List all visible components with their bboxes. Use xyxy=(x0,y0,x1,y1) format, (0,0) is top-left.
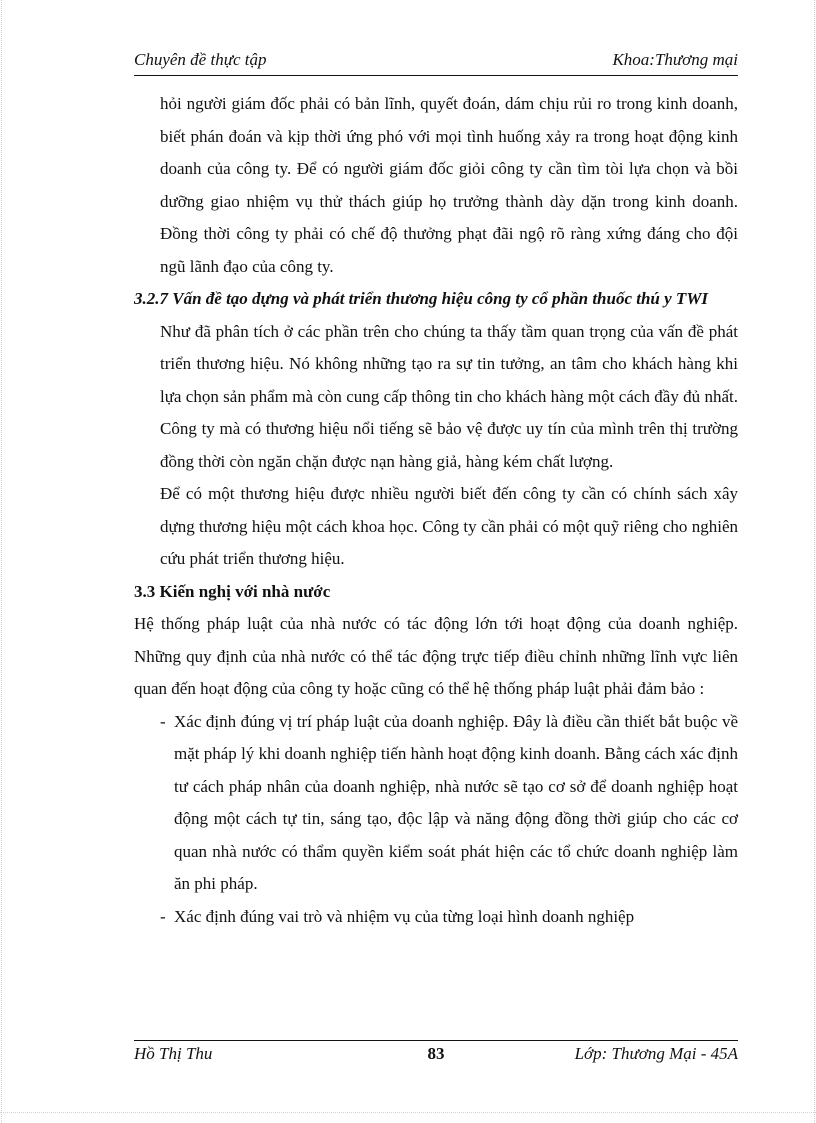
page-edge-left xyxy=(1,0,2,1123)
bullet-item xyxy=(134,706,738,901)
block-1 xyxy=(134,88,738,283)
paragraph: Để có một thương hiệu được nhiều người biết đến công ty cần có chính sách xây dựng thương hiệu một cách khoa học. Công ty cần phải có một quỹ riêng cho nghiên cứu phát triển thương hiệu. xyxy=(160,484,738,568)
bullet-item xyxy=(134,901,738,934)
section-heading-3-3: 3.3 Kiến nghị với nhà nước xyxy=(134,581,331,601)
bullet-dash: - xyxy=(160,711,166,731)
bullet-text: Xác định đúng vai trò và nhiệm vụ của từng loại hình doanh nghiệp xyxy=(174,906,635,926)
footer-rule xyxy=(134,1040,738,1041)
bullet-text: Xác định đúng vị trí pháp luật của doanh nghiệp. Đây là điều cần thiết bắt buộc về mặt pháp lý khi doanh nghiệp tiến hành hoạt động kinh doanh. Bằng cách xác định tư cách pháp nhân của doanh nghiệp, nhà nước sẽ tạo cơ sở để doanh nghiệp hoạt động một cách tự tin, sáng tạo, độc lập và năng động đồng thời giúp cho các cơ quan nhà nước có thẩm quyền kiểm soát phát hiện các tổ chức doanh nghiệp làm ăn phi pháp. xyxy=(174,711,738,893)
footer-author: Hồ Thị Thu xyxy=(134,1044,213,1063)
header-rule xyxy=(134,75,738,76)
header-right-text: Khoa:Thương mại xyxy=(612,50,738,69)
bullet-dash: - xyxy=(160,906,166,926)
page-footer xyxy=(134,1044,738,1068)
page-edge-bottom xyxy=(0,1112,816,1113)
paragraph: hỏi người giám đốc phải có bản lĩnh, quyết đoán, dám chịu rủi ro trong kinh doanh, biết phán đoán và kịp thời ứng phó với mọi tình huống xảy ra trong hoạt động kinh doanh của công ty. Để có người giám đốc giỏi công ty cần tìm tòi lựa chọn và bồi dưỡng giao nhiệm vụ thử thách giúp họ trưởng thành dày dặn trong kinh doanh. Đồng thời công ty phải có chế độ thưởng phạt đãi ngộ rõ ràng xứng đáng cho đội ngũ lãnh đạo của công ty. xyxy=(160,94,738,276)
page-body xyxy=(134,88,738,933)
footer-class: Lớp: Thương Mại - 45A xyxy=(574,1044,738,1063)
page-edge-right xyxy=(814,0,815,1123)
section-heading-3-2-7: 3.2.7 Vấn đề tạo dựng và phát triển thương hiệu công ty cổ phần thuốc thú y TWI xyxy=(134,289,709,308)
paragraph: Như đã phân tích ở các phần trên cho chúng ta thấy tầm quan trọng của vấn đề phát triển thương hiệu. Nó không những tạo ra sự tin tưởng, an tâm cho khách hàng khi lựa chọn sản phẩm mà còn cung cấp thông tin cho khách hàng một cách đầy đủ nhất. Công ty mà có thương hiệu nổi tiếng sẽ bảo vệ được uy tín của mình trên thị trường đồng thời còn ngăn chặn được nạn hàng giả, hàng kém chất lượng. xyxy=(160,321,738,471)
paragraph: Hệ thống pháp luật của nhà nước có tác động lớn tới hoạt động của doanh nghiệp. Những quy định của nhà nước có thể tác động trực tiếp điều chỉnh những lĩnh vực liên quan đến hoạt động của công ty hoặc cũng có thể hệ thống pháp luật phải đảm bảo : xyxy=(134,614,738,698)
header-left-text: Chuyên đề thực tập xyxy=(134,50,267,69)
page-number: 83 xyxy=(427,1044,445,1063)
block-2 xyxy=(134,316,738,576)
page-header xyxy=(134,48,738,72)
